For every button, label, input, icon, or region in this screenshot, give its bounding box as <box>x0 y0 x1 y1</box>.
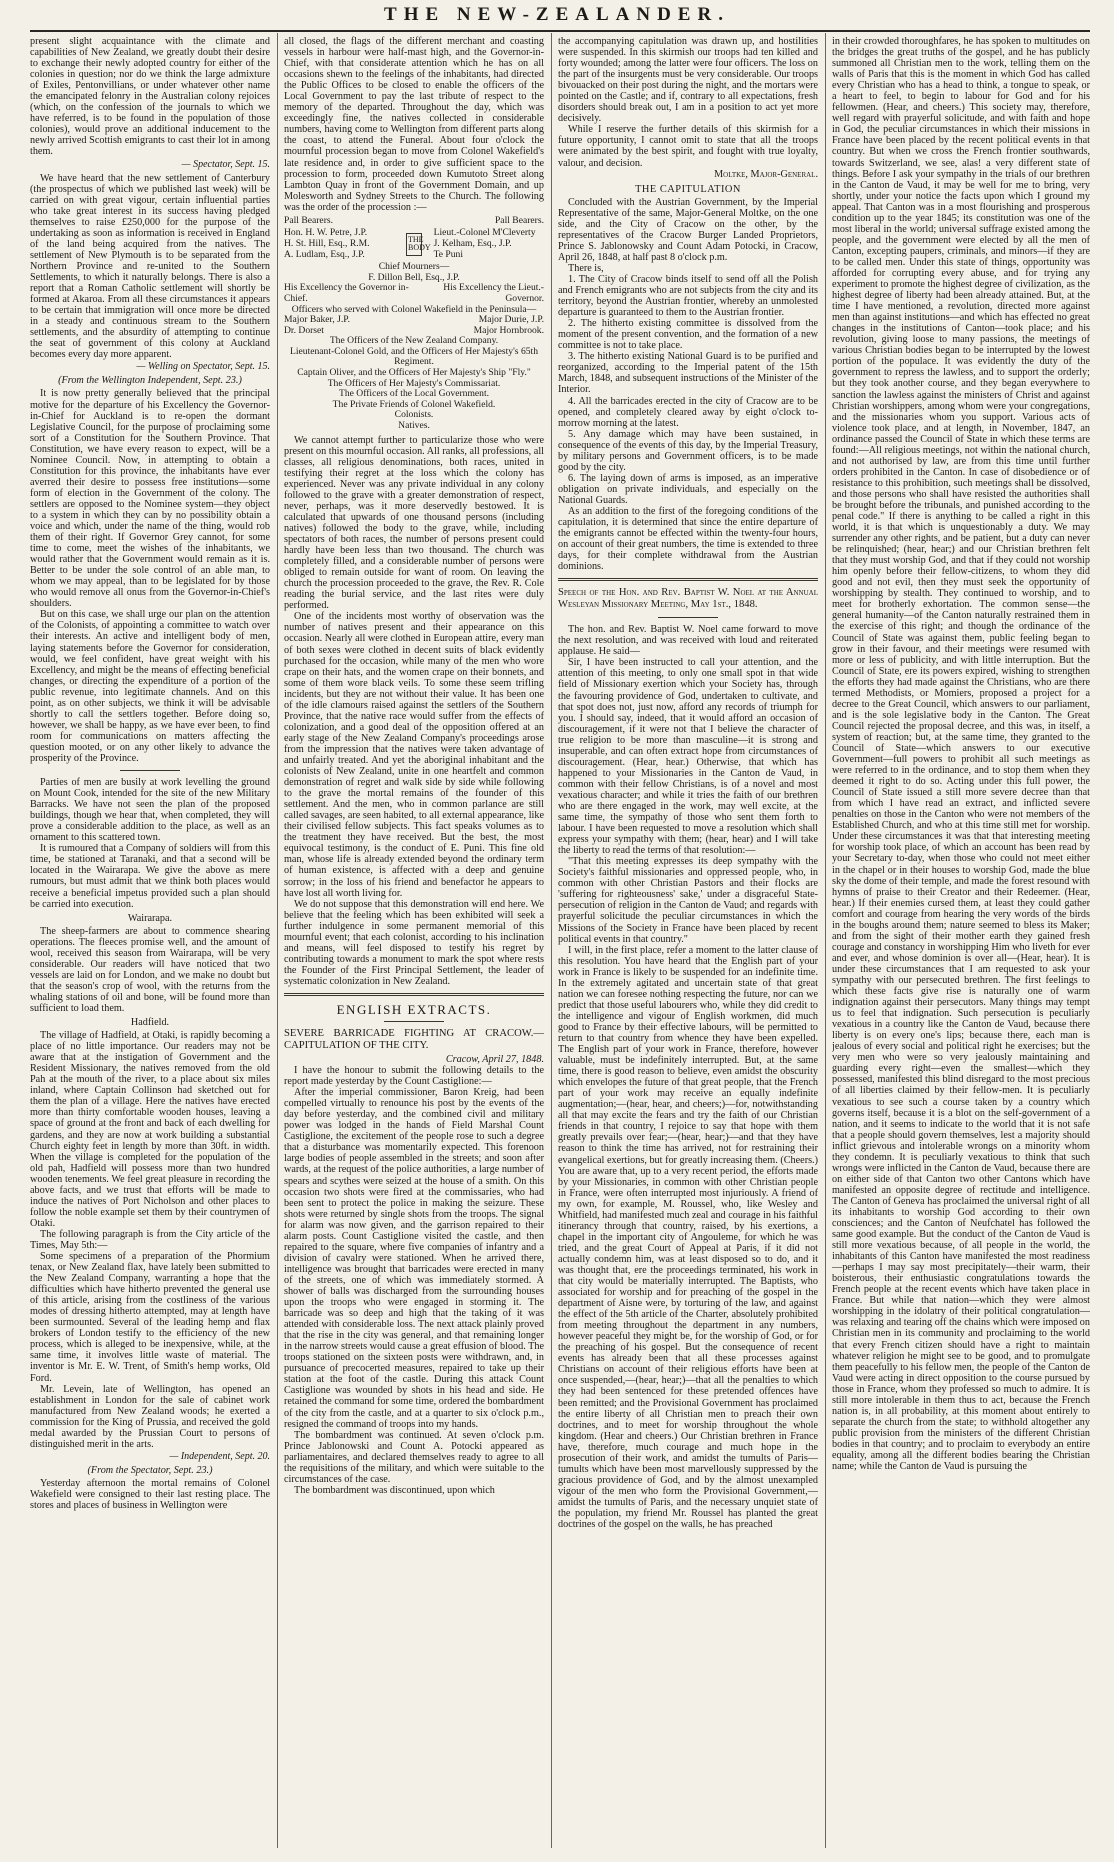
pall-bearer: Lieut.-Colonel M'Cleverty <box>433 227 536 239</box>
paragraph: We cannot attempt further to particularize those who were present on this mournful occasion. All ranks, all professions, all classes, all religious denominations, both races, united in testifying their regret at the loss which the colony has experienced. Never was any private individual in any colony followed to the grave with a greater demonstration of respect, never, perhaps, was it more deservedly bestowed. It is calculated that upwards of one thousand persons (including natives) followed the body to the grave, while, including spectators of both races, the number of persons present could hardly have been less than two thousand. The church was completely filled, and a considerable number of persons were obliged to remain outside for want of room. On leaving the church the procession proceeded to the grave, the Rev. R. Cole reading the burial service, and the last rites were duly performed. <box>284 434 544 612</box>
paragraph: in their crowded thoroughfares, he has spoken to multitudes on the bridges the great truths of the gospel, and he has publicly summoned all Christian men to the work, telling them on the walls of Paris that this is the moment in which God has called every Christian who has a head to think, a tongue to speak, or a heart to feel, to begin to labour for God and for his fellowmen. (Hear, and cheers.) This society may, therefore, well regard with prayerful solicitude, and with faith and hope in God, the peculiar circumstances in which their missions in France have been placed by the recent political events in that country. But when we cross the French frontier southwards, towards Switzerland, we see, alas! a very different state of things. Before I ask your sympathy in the trials of our brethren in the Canton de Vaud, it may be well for me to bring, very shortly, under your notice the facts upon which I ground my appeal. That Canton was in a most flourishing and prosperous condition up to the year 1845; its constitution was one of the most liberal in the world; universal suffrage existed among the people, and the government were elected by all the men of Canton, excepting paupers, criminals, and minors—if they are to be called men. Under this state of things, opportunity was afforded for corrupting every abuse, and for trying any experiment to promote the highest degree of civilization, as the highest degree of liberty had been already attained. But, at the time I have mentioned, a revolution, directed more against men than against institutions—and which has effected no great changes in the institutions of Canton—took place; and his revolution, giving loose to many passions, the meetings of various Christian bodies began to be interrupted by the lowest portion of the populace. It was evidently the duty of the government to repress the lawless, and to support the orderly; but they took another course, and they began everywhere to sanction the lawless against the ministers of Christ and against Christian worshippers, among whom were your congregations, and the missionaries whom you support. Various acts of violence took place, and at length, in November, 1847, an ordinance passed the Council of State in which these terms are found:—All religious meetings, not within the national church, and not authorised by law, are from this time until further orders prohibited in the Canton. In case of disobedience or of resistance to this prohibition, such meetings shall be dissolved, and those persons who shall have resisted the authorities shall be brought before the tribunals, and punished according to the penal code." If there is anything to be called a right in this world, it is that which is unquestionably a duty. We may surrender any other rights, and be patient, but a duty can never be relinquished; (hear, hear;) and our Christian brethren felt that they must worship God, and that if they could not worship him openly before their fellow-citizens, to whom they did good and not evil, then they must seek the opportunity of worshipping by stealth. They continued to worship, and to meet for brotherly exhortation. The common sense—the general humanity—of the Canton naturally restrained them in the exercise of this right; and though the ordinance of the Council of State was against them, public feeling began to grow in their favour, and their meetings were resumed with more or less of publicity, and with little interruption. But the Council of State, ere its powers expired, wishing to strengthen the efforts they had made against the Christians, who are there termed Methodists, or Momiers, proposed a project for a decree to the Great Council, which answers to our parliament, and is the sole legislative body in the Canton. The Great Council rejected the proposal decree, and this was, in itself, a system of reaction; but, at the same time, they granted to the Council of State—which answers to our executive Government—full powers to prohibit all such meetings as were referred to in the ordinance, and to stop them when they deemed it right to do so. Acting under this full power, the Council of State issued a still more severe decree than that from which I have read an extract, and inflicted severe penalties on those in the Canton who were not members of the Established Church, and who at this time still met for worship. Under these circumstances it was that that interesting meeting for worship took place, of which an account has been read by your Secretary to-day, when those who could not meet either in the chapel or in their houses to worship God, made the blue sky the dome of their temple, and made the forest resound with hymns of praise to their Creator and their Redeemer. (Hear, hear.) If their enemies cursed them, at least they could gather comfort and courage from hearing the very words of the birds in the boughs around them; nature seemed to bless its Maker; and from the sight of their mother earth they gained fresh courage and constancy in worshipping Him who liveth for ever and ever, and whose dominion is over all—(Hear, hear). It is under these circumstances that I am requested to ask your sympathy with our persecuted brethren. The first feelings to which these facts give rise is naturally one of warm indignation against their persecutors. Many things may tempt us to feel that indignation. Such persecution is peculiarly vexatious in a country like the Canton de Vaud, because there liberty is on every one's lips; because there, each man is jealous of every social and political right he exercises; but the very men who were so very jealously maintaining and guarding every right—even the smallest—which they possessed, manifested this blind disregard to the most precious of all liberties claimed by their fellow-men. It is peculiarly vexatious to see such a course taken by a country which governs itself, because it is a blot on the self-government of a nation, and it seems to indicate to the world that it is not safe that a people should govern themselves, lest a majority should inflict grievous and intolerable wrongs on a minority whom they condemn. It is peculiarly vexatious to think that such wrongs were inflicted in the Canton de Vaud, because there are on either side of that Canton two other Cantons which have manifested an opposite degree of rectitude and intelligence. The Canton of Geneva has proclaimed the universal right of all its inhabitants to worship God according to their own consciences; and the Canton of Neufchatel has followed the same good example. But the conduct of the Canton de Vaud is still more vexatious because, of all people in the world, the inhabitants of this Canton have manifested the most readiness—perhaps I may say most precipitately—their warm, their boisterous, their enthusiastic congratulations towards the French people at the recent events which have taken place in France. But while that nation—which they were almost worshipping in the idolatry of their political congratulation—was relaxing and tearing off the chains which were imposed on Christian men in its community and proclaiming to the world that every French citizen should have a right to maintain whatever religion he might see to be good, and to promulgate them peacefully to his fellow men, the people of the Canton de Vaud were acting in direct opposition to the course pursued by those in France, whom they professed so much to admire. It is still more intolerable in them thus to act, because the French nation is, in all probability, at this moment about entirely to separate the church from the state; to withhold altogether any public provision from the ministers of the different Christian bodies in that country; and to proclaim to everybody an entire equality, among all the different bodies bearing the Christian name; while the Canton de Vaud is pursuing the <box>832 36 1090 1473</box>
procession-line: The Private Friends of Colonel Wakefield. <box>332 398 496 410</box>
procession-line: Lieutenant-Colonel Gold, and the Officers of Her Majesty's 65th Regiment. <box>290 345 538 368</box>
paragraph: As an addition to the first of the foregoing conditions of the capitulation, it is determined that since the entire departure of the emigrants cannot be effected within the twenty-four hours, on account of their great numbers, the time is extended to three days, for their complete withdrawal from the Austrian dominions. <box>558 505 818 573</box>
divider <box>384 1021 444 1022</box>
paragraph: Some specimens of a preparation of the Phormium tenax, or New Zealand flax, have lately been submitted to the New Zealand Company, warranting a hope that the difficulties which have hitherto prevented the general use of this article, arising from the costliness of the various modes of dressing hitherto attempted, may at length have been surmounted. Several of the leading hemp and flax brokers of London testify to the efficiency of the new process, which is alleged to be inexpensive, while, at the same time, it involves little waste of material. The inventor is Mr. E. W. Trent, of Smith's hemp works, Old Ford. <box>30 1251 270 1384</box>
paragraph: all closed, the flags of the different merchant and coasting vessels in harbour were half-mast high, and the Governor-in-Chief, with that considerate attention which he has on all occasions shewn to the feelings of the inhabitants, had directed the Public Offices to be closed to enable the officers of the Local Government to pay the last tribute of respect to the memory of the departed. Throughout the day, which was exceedingly fine, the natives collected in considerable numbers, having come to Wellington from different parts along the coast, to attend the Funeral. About four o'clock the mournful procession began to move from Colonel Wakefield's late residence and, in order to give sufficient space to the procession to form, proceeded down Kumutoto Street along Lambton Quay in front of the Government Domain, and up Molesworth and Sydney Streets to the Church. The following was the order of the procession :— <box>284 36 544 213</box>
procession-table <box>284 228 544 260</box>
coffin-label: THE BODY <box>406 233 422 256</box>
paragraph: After the imperial commissioner, Baron Kreig, had been compelled virtually to renounce his post by the events of the day before yesterday, and the combined civil and military power was lodged in the hands of Field Marshal Count Castiglione, the excitement of the people rose to such a degree that a disturbance was momentarily expected. This forenoon large bodies of people assembled in the streets; and soon after wards, at the request of the police authorities, a large number of spears and scythes were seized at the house of a smith. On this occasion two shots were fired at the commissaries, who had been sent to protect the police in making the seizure. These shots were returned by single shots from the troops. The signal for alarm was now given, and the garrison repaired to their alarm posts. Count Castiglione visited the castle, and then repaired to the square, where five companies of infantry and a division of cavalry were stationed. When he arrived there, intelligence was brought that barricades were erected in many of the streets, one of which was immediately stormed. A shower of balls was discharged from the surrounding houses upon the troops who were engaged in storming it. The barricade was so deep and high that the taking of it was attended with considerable loss. The next attack plainly proved that the rise in the city was general, and that remaining longer in the narrow streets would cause a great effusion of blood. The troops stationed on the sixteen posts were withdrawn, and, in pursuance of precocerted measures, repaired to take up their station at the foot of the castle. During this attack Count Castiglione was wounded by shots in his head and side. He retained the command for some time, ordered the bombardment of the city from the castle, and at a quarter to six o'clock p.m., resigned the command of troops into my hands. <box>284 1087 544 1430</box>
masthead-rule <box>30 30 1090 32</box>
procession-line: Captain Oliver, and the Officers of Her Majesty's Ship "Fly." <box>297 367 531 379</box>
paragraph: The village of Hadfield, at Otaki, is rapidly becoming a place of no little importance. Our readers may not be aware that at the instigation of Government and the Resident Missionary, the natives removed from the old Pah at the mouth of the river, to a place about six miles inland, where Captain Collinson had sketched out for them the plan of a village. Here the natives have erected more than thirty comfortable wooden houses, leaving a space of ground at the front and back of each dwelling for gardens, and they are now at work building a substantial Church eighty feet in length by more than 30ft. in width. When the village is completed for the population of the old pah, Hadfield will possess more than two hundred wooden tenements. We feel great pleasure in recording the above facts, and we trust that efforts will be made to induce the natives of Port Nicholson and other places to follow the noble example set them by their countrymen of Otaki. <box>30 1030 270 1229</box>
column-rule <box>277 33 278 1848</box>
procession-pair: Dr. Dorset Major Hornbrook. <box>284 324 544 336</box>
procession-pair: His Excellency the Governor in-Chief. His Excellency the Lieut.-Governor. <box>284 282 544 304</box>
column-3 <box>558 36 818 1848</box>
signature: Moltke, Major-General. <box>714 168 818 180</box>
section-divider <box>558 578 818 581</box>
source-line: (From the Spectator, Sept. 23.) <box>87 1464 213 1476</box>
procession-line: The Officers of Her Majesty's Commissariat. <box>327 377 501 389</box>
article-title: Speech of the Hon. and Rev. Baptist W. Noel at the Annual Wesleyan Missionary Meeting, May 1st., 1848. <box>558 587 818 611</box>
paragraph: I will, in the first place, refer a moment to the latter clause of this resolution. You have heard that the English part of your work in France is likely to be suspended for an indefinite time. In the extremely agitated and uncertain state of that great nation we can foresee nothing respecting the future, nor can we predict that those useful labourers who, while they did credit to the intelligence and vigour of English workmen, did much good to France by their effective labours, will be permitted to return to that country from whence they have been expelled. The English part of your work in France, therefore, however valuable, must be indefinitely interrupted. But, at the same time, there is good reason to believe, even amidst the obscurity which envelopes the future of that great people, that the French part of your work may receive an equally indefinite augmentation;—(hear, hear, and cheers;)—for, notwithstanding all that may excite the fears and try the faith of our Christian friends in that country, I rejoice to say that hope with them greatly prevails over fear;—(hear, hear;)—and that they have reason to think the time has arrived, not for restraining their evangelical exertions, but for greatly increasing them. (Cheers.) You are aware that, up to a very recent period, the efforts made by your Missionaries, in common with other Christian people in France, were often interrupted most injuriously. A friend of my own, for example, M. Roussel, who, like Wesley and Whitfield, had manifested much zeal and courage in his faithful itinerancy through that country, raised, by his exertions, a chapel in the important city of Angouleme, for which he was tried, and the great Court of Appeal at Paris, if it did not actually condemn him, was at least disposed so to do, and it was thought that, ere the proceedings terminated, his work in that city would be materially interrupted. The Baptists, who associated for worship and for preaching of the gospel in the department of Aisne were, by torturing of the law, and against the effect of the 5th article of the Charter, absolutely prohibited from meeting throughout the department in any numbers, however peaceful they might be, for the worship of God, or for the preaching of his gospel. But the consequence of recent events has already been that all these processes against Christians on account of their religious efforts have been at once suspended,—(hear, hear;)—that all the penalties to which they had been sentenced for these pretended offences have been remitted; and the Provisional Government has proclaimed the entire liberty of all Christian men to preach their own doctrines, and to meet for worship throughout the whole kingdom. (Hear and cheers.) Our Christian brethren in France have, therefore, much courage and much hope in the prosecution of their work, and amidst the tumults of Paris—tumults which have been most marvellously suppressed by the gracious providence of God, and by the almost unexampled vigour of the men who form the Provisional Government,—amidst the tumults of Paris, and the necessary unquiet state of the population, my friend Mr. Roussel has planted the great doctrines of the gospel on the walls, he has preached <box>558 944 818 1531</box>
procession-line: Natives. <box>398 420 430 432</box>
column-rule <box>551 33 552 1848</box>
paragraph: 2. The hitherto existing committee is dissolved from the moment of the present convention, and the formation of a new committee is not to take place. <box>558 318 818 352</box>
column-2 <box>284 36 544 1848</box>
procession-line: Chief Mourners— <box>378 261 450 273</box>
paragraph: 4. All the barricades erected in the city of Cracow are to be opened, and completely cleared away by eight o'clock to-morrow morning at the latest. <box>558 395 818 429</box>
paragraph: The bombardment was discontinued, upon which <box>294 1484 495 1496</box>
divider <box>120 770 180 771</box>
section-heading-wairarapa: Wairarapa. <box>127 912 173 924</box>
paragraph: Yesterday afternoon the mortal remains of Colonel Wakefield were consigned to their last resting place. The stores and places of business in Wellington were <box>30 1477 270 1512</box>
paragraph: The sheep-farmers are about to commence shearing operations. The fleeces promise well, and the amount of wool, received this season from Wairarapa, will be very considerable. Our readers will have noticed that two vessels are laid on for London, and we make no doubt but that the season's crop of wool, with the returns from the whaling stations of oil and bone, will be found more than sufficient to load them. <box>30 925 270 1014</box>
paragraph: We have heard that the new settlement of Canterbury (the prospectus of which we published last week) will be carried on with great vigour, certain influential parties who take great interest in its success having pledged themselves to raise £250,000 for the purpose of the undertaking as soon as information is received in England of the land being acquired from the natives. The settlement of New Plymouth is to be separated from the Northern Province and re-united to the Southern Settlements, to which it naturally belongs. There is also a report that a Roman Catholic settlement will shortly be formed at Akaroa. From all these circumstances it appears to be certain that immigration will once more be directed in a steady and continuous stream to the Southern settlements, and the absurdity of attempting to continue the seat of government of this colony at Auckland becomes every day more apparent. <box>30 172 270 361</box>
source-signature: — Independent, Sept. 20. <box>169 1450 270 1462</box>
paragraph: the accompanying capitulation was drawn up, and hostilities were suspended. In this skirmish our troops had ten killed and forty wounded; among the latter were four officers. The loss on the part of the insurgents must be very considerable. Our troops bivouacked on their post during the night, and the mortars were pointed on the Castle; and if, contrary to all expectations, fresh disorders should break out, I am in a position to act yet more decisively. <box>558 36 818 125</box>
divider <box>658 617 718 618</box>
article-title: SEVERE BARRICADE FIGHTING AT CRACOW.—CAPITULATION OF THE CITY. <box>284 1028 544 1052</box>
paragraph: 3. The hitherto existing National Guard is to be purified and reorganized, according to the Imperial patent of the 15th March, 1848, and subsequent instructions of the Minister of the Interior. <box>558 351 818 396</box>
source-line: (From the Wellington Independent, Sept. 23.) <box>58 375 242 387</box>
paragraph: The bombardment was continued. At seven o'clock p.m. Prince Jablonowski and Count A. Potocki appeared as parliamentaires, and declared themselves ready to agree to all the requisitions of the military, and which were suitable to the circumstances of the case. <box>284 1429 544 1485</box>
procession-line: Officers who served with Colonel Wakefield in the Peninsula— <box>291 303 537 315</box>
pall-bearer: A. Ludlam, Esq., J.P. <box>284 248 365 260</box>
source-signature: — Spectator, Sept. 15. <box>181 158 270 170</box>
column-1 <box>30 36 270 1848</box>
column-4 <box>832 36 1090 1848</box>
procession-pair: Major Baker, J.P. Major Durie, J.P. <box>284 314 544 326</box>
source-signature: — Welling on Spectator, Sept. 15. <box>136 361 270 373</box>
paragraph: Sir, I have been instructed to call your attention, and the attention of this meeting, to only one small spot in that wide field of Missionary exertion which your Society has, through the favouring providence of God, undertaken to cultivate, and that spot does not, just now, afford any records of triumph for you. I should say, indeed, that it would afford an occasion of discouragement, if it were not that I believe the character of true religion to be more than masculine—it is strong and insuperable, and can often extract hope from circumstances of discouragement. (Hear, hear.) Otherwise, that which has happened to your Missionaries in the Canton de Vaud, in common with their fellow Christians, is of a novel and most vexatious character; and while it tries the faith of our brethren who are there engaged in the work, may well excite, at the same time, the sympathy of those who sent them forth to labour. I have been requested to move a resolution which shall express your sympathy with them; (hear, hear) and I will take the liberty to read the terms of that resolution:— <box>558 657 818 857</box>
procession-line: The Officers of the Local Government. <box>338 388 490 400</box>
section-heading-capitulation: THE CAPITULATION <box>635 183 741 195</box>
paragraph: Concluded with the Austrian Government, by the Imperial Representative of the same, Major-General Moltke, on the one side, and the City of Cracow on the other, by the representatives of the Cracow Burger Landed Proprietors, Prince S. Jablonowsky and Count Adam Potocki, in Cracow, April 26, 1848, at half past 8 o'clock p.m. <box>558 196 818 263</box>
paragraph: It is rumoured that a Company of soldiers will from this time, be stationed at Taranaki, and that a second will be located in the Wairarapa. We give the above as mere rumours, but must admit that we think both places would receive a beneficial impetus provided such a plan should be carried into execution. <box>30 843 270 910</box>
pall-bearer: Hon. H. W. Petre, J.P. <box>284 227 368 239</box>
pall-bearer: H. St. Hill, Esq., R.M. <box>284 237 370 249</box>
pall-bearer: J. Kelham, Esq., J.P. <box>433 237 512 249</box>
paragraph: It is now pretty generally believed that the principal motive for the departure of his Excellency the Governor-in-Chief for Auckland is to re-open the dormant Legislative Council, for the purpose of proclaiming some sort of a Constitution for the Southern Province. That Constitution, we have every reason to expect, will be a Nominee Council. Now, in attempting to obtain a Constitution for this province, the inhabitants have ever averred their desire to possess free institutions—some form of election in the Government of the colony. The settlers are opposed to the Nominee system—they object to a system in which they can by no possibility obtain a voice and which, under the name of the thing, would rob them of their right. If Governor Grey cannot, for some time to come, meet the wishes of the inhabitants, we would rather that the Government would remain as it is. Better to be under the sole control of an able man, to whom we may appeal, than to be legislated for by those who would remove all onus from the Governor-in-Chief's shoulders. <box>30 388 270 610</box>
paragraph: While I reserve the further details of this skirmish for a future opportunity, I cannot omit to state that all the troops were animated by the best spirit, and fought with true loyalty, valour, and decision. <box>558 124 818 169</box>
column-rule <box>825 33 826 1848</box>
paragraph: I have the honour to submit the following details to the report made yesterday by the Count Castiglione:— <box>284 1065 544 1088</box>
section-heading-hadfield: Hadfield. <box>130 1017 170 1029</box>
pall-bearer: Te Puni <box>433 248 464 260</box>
procession-line: Colonists. <box>394 409 434 421</box>
paragraph: 5. Any damage which may have been sustained, in consequence of the events of this day, by the Imperial Treasury, by military persons and Government officers, is to be made good by the city. <box>558 428 818 473</box>
paragraph: present slight acquaintance with the climate and capabilities of New Zealand, we greatly doubt their desire to exchange their newly adopted country for either of the colonies in question; nor do we think the large admixture of Exiles, Pentonvillians, or under whatever other name the emancipated felonry in the Australian colony rejoices (which, on the confession of the journals to which we have referred, is to be found in the population of those colonies), would prove an additional inducement to the newly arrived Scottish emigrants to cast their lot in among them. <box>30 36 270 158</box>
paragraph: We do not suppose that this demonstration will end here. We believe that the feeling which has been exhibited will seek a further indulgence in some permanent memorial of this mournful event; that each colonist, according to his inclination and means, will feel disposed to testify his regret by contributing towards a monument to mark the spot where rests the Founder of the First Principal Settlement, the leader of systematic colonization in New Zealand. <box>284 898 544 987</box>
masthead: THE NEW-ZEALANDER. <box>384 4 730 25</box>
paragraph: Mr. Levein, late of Wellington, has opened an establishment in London for the sale of cabinet work manufactured from New Zealand woods; he exerted a commission for the King of Prussia, and received the gold medal awarded by the Prussian Court to persons of distinguished merit in the arts. <box>30 1383 270 1450</box>
paragraph: But on this case, we shall urge our plan on the attention of the Colonists, of appointing a committee to watch over their interests. An active and intelligent body of men, laying statements before the Governor for consideration, would, we feel confident, have great weight with his Excellency, and might be the means of effecting beneficial changes, or directing the expenditure of a portion of the public revenue, into legitimate channels. And on this point, as on other subjects, we think it will be advisable shortly to call the settlers together. Before doing so, however, we shall be happy, as we have ever been, to find room for communications on matters affecting the question mooted, or on any other likely to advance the prosperity of the Province. <box>30 609 270 764</box>
procession-line: The Officers of the New Zealand Company. <box>329 335 499 347</box>
paragraph: 1. The City of Cracow binds itself to send off all the Polish and French emigrants who are not subjects from the city and its territory, beyond the Austrian frontier, whereby an unmolested departure is guaranteed to them to the Austrian frontier. <box>558 273 818 319</box>
paragraph: The following paragraph is from the City article of the Times, May 5th:— <box>30 1228 270 1251</box>
paragraph: One of the incidents most worthy of observation was the number of natives present and their appearance on this occasion. Nearly all were clothed in European attire, every man of both sexes were clothed in decent suits of black evidently purchased for the occasion, while many of the men who wore crape on their hats, and the women crape on their bonnets, and some of them wore black veils. To some these seem trifling incidents, but they are not without their value. It has been one of the idle clamours raised against the settlers of the Southern Province, that the native race would suffer from the effects of colonization, and a good deal of the opposition offered at an early stage of the New Zealand Company's proceedings arose from the impression that the natives were taken advantage of and unfairly treated. And yet the aboriginal inhabitant and the colonists of New Zealand, unite in one heartfelt and common demonstration of regret and walk side by side while following to the grave the mortal remains of the founder of this settlement. And the men, who in common parlance are still called savages, are seen habited, to all external appearance, like their civilised fellow subjects. This fact speaks volumes as to the treatment they have received. But the best, the most equivocal testimony, is the conduct of E. Puni. This fine old man, whose life is already extended beyond the ordinary term of human existence, is affected with a deep and genuine sorrow; in the loss of his friend and benefactor he appears to have lost all worth living for. <box>284 611 544 899</box>
dateline: Cracow, April 27, 1848. <box>445 1054 544 1066</box>
paragraph: "That this meeting expresses its deep sympathy with the Society's faithful missionaries and oppressed people, who, in common with other Christian Pastors and their flocks are 'suffering for righteousness' sake,' under a disgraceful State-persecution of religion in the Canton de Vaud; and regards with prayerful solicitude the peculiar circumstances in which the Missions of the Society in France have been placed by recent political events in that country." <box>558 856 818 945</box>
procession-line: F. Dillon Bell, Esq., J.P. <box>368 271 460 283</box>
section-divider <box>284 993 544 996</box>
pall-bearers-heading: Pall Bearers. Pall Bearers. <box>284 214 544 226</box>
paragraph: 6. The laying down of arms is imposed, as an imperative obligation on private individuals, and especially on the National Guards. <box>558 472 818 506</box>
paragraph: The hon. and Rev. Baptist W. Noel came forward to move the next resolution, and was received with loud and reiterated applause. He said— <box>558 624 818 658</box>
paragraph: There is, <box>568 262 604 274</box>
paragraph: Parties of men are busily at work levelling the ground on Mount Cook, intended for the site of the new Military Barracks. We have not seen the plan of the proposed buildings, though we hear that, when completed, they will prove a considerable addition to the place, as well as an ornament to this scattered town. <box>30 777 270 844</box>
section-heading-english-extracts: ENGLISH EXTRACTS. <box>336 1001 492 1017</box>
